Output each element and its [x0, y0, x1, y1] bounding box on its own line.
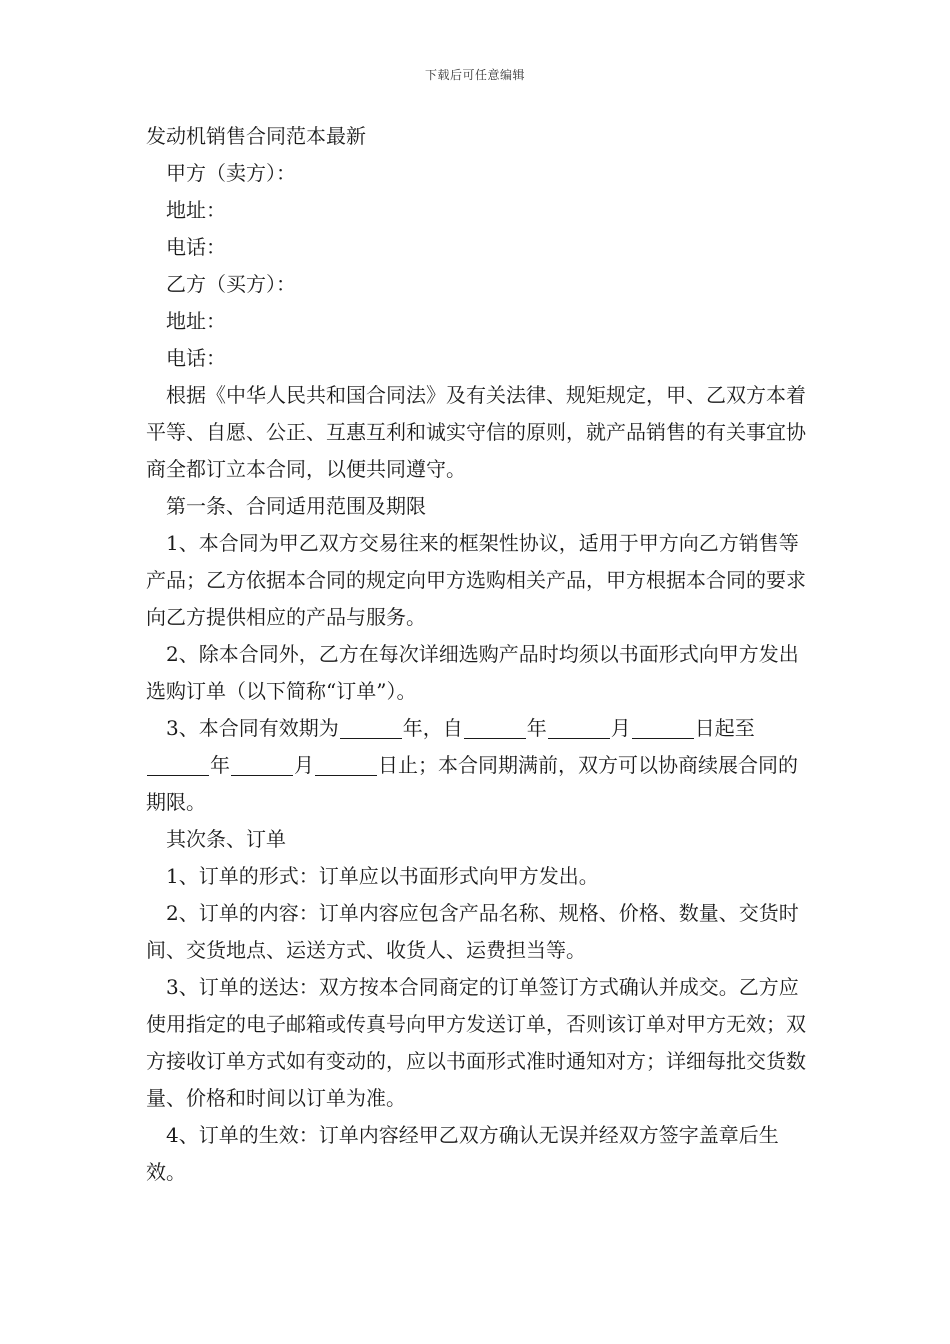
party-b-line: 乙方（买方）： [166, 272, 296, 296]
document-title: 发动机销售合同范本最新 [146, 124, 366, 148]
article-1-clause-1: 1、本合同为甲乙双方交易往来的框架性协议，适用于甲方向乙方销售等产品；乙方依据本合同的规定向甲方选购相关产品，甲方根据本合同的要求向乙方提供相应的产品与服务。 [146, 531, 806, 629]
clause-3-text-4: 月 [610, 716, 631, 740]
party-a-line: 甲方（卖方）： [166, 161, 296, 185]
preamble-paragraph: 根据《中华人民共和国合同法》及有关法律、规矩规定，甲、乙双方本着平等、自愿、公正、互惠互利和诚实守信的原则，就产品销售的有关事宜协商全都订立本合同，以便共同遵守。 [146, 383, 806, 481]
blank-end-day [315, 755, 377, 776]
clause-3-text-8: 日止；本合同期满前，双方可以协商续展合同的期限。 [146, 753, 798, 814]
blank-end-month [231, 755, 293, 776]
clause-3-text-5: 日起至 [694, 716, 755, 740]
page-header-note: 下载后可任意编辑 [424, 68, 525, 82]
article-2-clause-2: 2、订单的内容：订单内容应包含产品名称、规格、价格、数量、交货时间、交货地点、运送方式、收货人、运费担当等。 [146, 901, 799, 962]
blank-years [340, 718, 402, 739]
blank-end-year [147, 755, 209, 776]
party-a-phone: 电话： [166, 235, 226, 259]
article-2-clause-3: 3、订单的送达：双方按本合同商定的订单签订方式确认并成交。乙方应使用指定的电子邮箱或传真号向甲方发送订单，否则该订单对甲方无效；双方接收订单方式如有变动的，应以书面形式准时通知对方；详细每批交货数量、价格和时间以订单为准。 [146, 975, 806, 1110]
clause-3-text-2: 年，自 [402, 716, 463, 740]
article-1-clause-3 [146, 710, 806, 821]
blank-start-day [632, 718, 694, 739]
article-2-clause-4: 4、订单的生效：订单内容经甲乙双方确认无误并经双方签字盖章后生效。 [146, 1123, 779, 1184]
article-1-title: 第一条、合同适用范围及期限 [166, 494, 426, 518]
clause-3-text-7: 月 [294, 753, 314, 777]
party-b-phone: 电话： [166, 346, 226, 370]
article-1-clause-2: 2、除本合同外，乙方在每次详细选购产品时均须以书面形式向甲方发出选购订单（以下简称“订单”）。 [146, 642, 799, 703]
article-2-clause-1: 1、订单的形式：订单应以书面形式向甲方发出。 [166, 864, 599, 888]
article-2-title: 其次条、订单 [166, 827, 286, 851]
clause-3-text-6: 年 [210, 753, 230, 777]
clause-3-text-3: 年 [526, 716, 547, 740]
blank-start-month [548, 718, 610, 739]
clause-3-text-1: 3、本合同有效期为 [166, 716, 339, 740]
document-body [146, 118, 806, 1191]
blank-start-year [464, 718, 526, 739]
party-a-address: 地址： [166, 198, 226, 222]
party-b-address: 地址： [166, 309, 226, 333]
